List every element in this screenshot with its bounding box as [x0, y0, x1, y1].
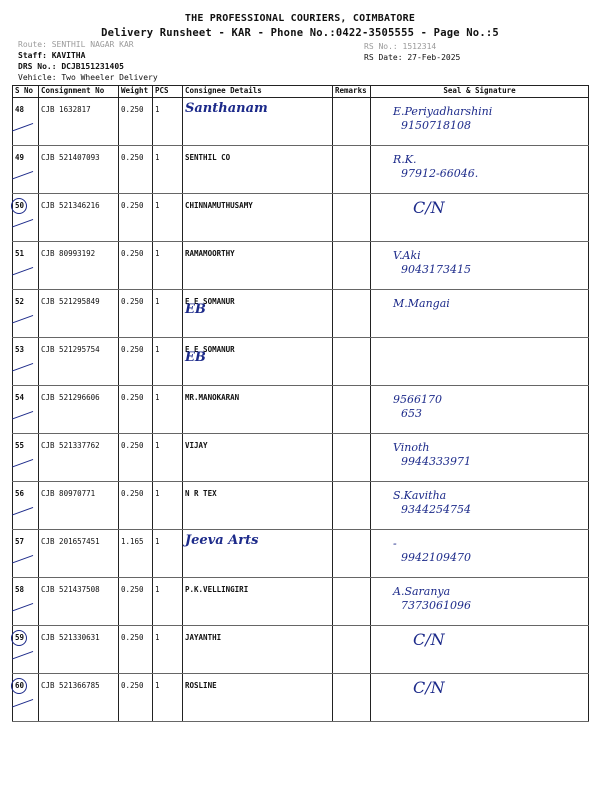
handwritten-signature: 97912-66046. — [401, 167, 479, 180]
handwritten-signature: 653 — [401, 407, 422, 420]
serial-number: 50 — [13, 194, 39, 242]
remarks-cell — [333, 338, 371, 386]
consignee-details — [183, 626, 333, 674]
signature-cell — [371, 434, 589, 482]
consignment-number: CJB 521407093 — [39, 146, 119, 194]
consignment-number: CJB 521346216 — [39, 194, 119, 242]
consignee-name: JAYANTHI — [185, 633, 222, 642]
consignee-name: RAMAMOORTHY — [185, 249, 235, 258]
weight-value: 0.250 — [119, 242, 153, 290]
serial-number: 49 — [13, 146, 39, 194]
remarks-cell — [333, 434, 371, 482]
pcs-value: 1 — [153, 98, 183, 146]
remarks-cell — [333, 530, 371, 578]
serial-number: 53 — [13, 338, 39, 386]
drs-number: DRS No.: DCJB151231405 — [18, 62, 124, 71]
weight-value: 0.250 — [119, 290, 153, 338]
consignee-details — [183, 194, 333, 242]
consignment-number: CJB 80970771 — [39, 482, 119, 530]
pcs-value: 1 — [153, 290, 183, 338]
consignee-details — [183, 146, 333, 194]
handwritten-signature: 9043173415 — [401, 263, 471, 276]
consignee-handwritten-note: EB — [185, 302, 206, 317]
rs-number: RS No.: 1512314 — [364, 42, 437, 51]
pcs-value: 1 — [153, 194, 183, 242]
rs-date: RS Date: 27-Feb-2025 — [364, 53, 461, 62]
remarks-cell — [333, 290, 371, 338]
col-header-sno: S No — [13, 86, 39, 98]
weight-value: 0.250 — [119, 434, 153, 482]
weight-value: 0.250 — [119, 674, 153, 722]
consignee-name: SENTHIL CO — [185, 153, 231, 162]
serial-number: 52 — [13, 290, 39, 338]
remarks-cell — [333, 674, 371, 722]
pcs-value: 1 — [153, 338, 183, 386]
remarks-cell — [333, 626, 371, 674]
consignee-details — [183, 434, 333, 482]
consignee-name: P.K.VELLINGIRI — [185, 585, 249, 594]
consignment-number: CJB 521337762 — [39, 434, 119, 482]
runsheet-subtitle: Delivery Runsheet - KAR - Phone No.:0422-3505555 - Page No.:5 — [101, 27, 499, 39]
table-row — [13, 242, 589, 290]
weight-value: 0.250 — [119, 338, 153, 386]
pcs-value: 1 — [153, 626, 183, 674]
col-header-remarks: Remarks — [333, 86, 371, 98]
consignment-number: CJB 521330631 — [39, 626, 119, 674]
table-row — [13, 338, 589, 386]
handwritten-signature: Vinoth — [393, 441, 430, 454]
consignee-handwritten-note: EB — [185, 350, 206, 365]
consignee-details — [183, 242, 333, 290]
consignee-name: MR.MANOKARAN — [185, 393, 240, 402]
remarks-cell — [333, 482, 371, 530]
pcs-value: 1 — [153, 146, 183, 194]
signature-cell — [371, 242, 589, 290]
consignment-number: CJB 201657451 — [39, 530, 119, 578]
weight-value: 0.250 — [119, 386, 153, 434]
handwritten-signature: S.Kavitha — [393, 489, 447, 502]
signature-cell — [371, 626, 589, 674]
table-row — [13, 482, 589, 530]
consignment-number: CJB 80993192 — [39, 242, 119, 290]
consignee-name: E E SOMANUR — [185, 345, 235, 354]
weight-value: 0.250 — [119, 98, 153, 146]
consignee-details — [183, 290, 333, 338]
runsheet-table — [12, 85, 589, 722]
handwritten-signature: V.Aki — [393, 249, 421, 262]
handwritten-signature: C/N — [413, 630, 445, 649]
consignee-name: ROSLINE — [185, 681, 217, 690]
signature-cell — [371, 290, 589, 338]
serial-number: 56 — [13, 482, 39, 530]
consignee-details — [183, 578, 333, 626]
remarks-cell — [333, 194, 371, 242]
serial-number: 58 — [13, 578, 39, 626]
handwritten-signature: 9150718108 — [401, 119, 471, 132]
pcs-value: 1 — [153, 434, 183, 482]
serial-number: 55 — [13, 434, 39, 482]
remarks-cell — [333, 578, 371, 626]
consignee-details — [183, 482, 333, 530]
serial-number: 60 — [13, 674, 39, 722]
vehicle-label: Vehicle: Two Wheeler Delivery — [18, 73, 158, 82]
consignment-number: CJB 521437508 — [39, 578, 119, 626]
table-row — [13, 146, 589, 194]
pen-circle-mark — [11, 198, 27, 214]
signature-cell — [371, 146, 589, 194]
pcs-value: 1 — [153, 578, 183, 626]
consignee-name: E E SOMANUR — [185, 297, 235, 306]
consignee-name: VIJAY — [185, 441, 208, 450]
consignee-name: CHINNAMUTHUSAMY — [185, 201, 253, 210]
table-row — [13, 578, 589, 626]
handwritten-signature: E.Periyadharshini — [393, 105, 493, 118]
table-header-row — [13, 86, 589, 98]
remarks-cell — [333, 98, 371, 146]
weight-value: 0.250 — [119, 626, 153, 674]
remarks-cell — [333, 386, 371, 434]
col-header-consignee: Consignee Details — [183, 86, 333, 98]
consignee-handwritten-note: Santhanam — [185, 101, 268, 116]
consignment-number: CJB 521366785 — [39, 674, 119, 722]
consignee-details — [183, 674, 333, 722]
table-row — [13, 626, 589, 674]
weight-value: 1.165 — [119, 530, 153, 578]
route-label: Route: SENTHIL NAGAR KAR — [18, 40, 134, 49]
handwritten-signature: 9944333971 — [401, 455, 471, 468]
col-header-weight: Weight — [119, 86, 153, 98]
consignment-number: CJB 521296606 — [39, 386, 119, 434]
table-row — [13, 674, 589, 722]
weight-value: 0.250 — [119, 482, 153, 530]
serial-number: 54 — [13, 386, 39, 434]
table-row — [13, 530, 589, 578]
pcs-value: 1 — [153, 386, 183, 434]
consignment-number: CJB 521295849 — [39, 290, 119, 338]
col-header-signature: Seal & Signature — [371, 86, 589, 98]
signature-cell — [371, 674, 589, 722]
handwritten-signature: C/N — [413, 198, 445, 217]
table-row — [13, 98, 589, 146]
weight-value: 0.250 — [119, 578, 153, 626]
table-row — [13, 290, 589, 338]
handwritten-signature: 9942109470 — [401, 551, 471, 564]
signature-cell — [371, 98, 589, 146]
weight-value: 0.250 — [119, 194, 153, 242]
col-header-consignment: Consignment No — [39, 86, 119, 98]
handwritten-signature: A.Saranya — [393, 585, 451, 598]
signature-cell — [371, 578, 589, 626]
pcs-value: 1 — [153, 530, 183, 578]
handwritten-signature: - — [393, 537, 397, 550]
handwritten-signature: M.Mangai — [393, 297, 450, 310]
table-row — [13, 434, 589, 482]
serial-number: 51 — [13, 242, 39, 290]
consignee-handwritten-note: Jeeva Arts — [185, 533, 259, 548]
handwritten-signature: 9566170 — [393, 393, 442, 406]
signature-cell — [371, 386, 589, 434]
handwritten-signature: 9344254754 — [401, 503, 471, 516]
signature-cell — [371, 338, 589, 386]
handwritten-signature: C/N — [413, 678, 445, 697]
serial-number: 48 — [13, 98, 39, 146]
handwritten-signature: 7373061096 — [401, 599, 471, 612]
serial-number: 59 — [13, 626, 39, 674]
company-title: THE PROFESSIONAL COURIERS, COIMBATORE — [184, 13, 416, 24]
serial-number: 57 — [13, 530, 39, 578]
weight-value: 0.250 — [119, 146, 153, 194]
consignee-name: N R TEX — [185, 489, 217, 498]
remarks-cell — [333, 242, 371, 290]
consignee-details — [183, 530, 333, 578]
consignee-details — [183, 386, 333, 434]
pcs-value: 1 — [153, 674, 183, 722]
pen-circle-mark — [11, 678, 27, 694]
remarks-cell — [333, 146, 371, 194]
pcs-value: 1 — [153, 482, 183, 530]
pen-circle-mark — [11, 630, 27, 646]
signature-cell — [371, 482, 589, 530]
col-header-pcs: PCS — [153, 86, 183, 98]
staff-label: Staff: KAVITHA — [18, 51, 86, 60]
consignment-number: CJB 1632817 — [39, 98, 119, 146]
signature-cell — [371, 530, 589, 578]
signature-cell — [371, 194, 589, 242]
consignee-details — [183, 338, 333, 386]
consignment-number: CJB 521295754 — [39, 338, 119, 386]
pcs-value: 1 — [153, 242, 183, 290]
table-row — [13, 386, 589, 434]
consignee-details — [183, 98, 333, 146]
handwritten-signature: R.K. — [393, 153, 417, 166]
table-row — [13, 194, 589, 242]
